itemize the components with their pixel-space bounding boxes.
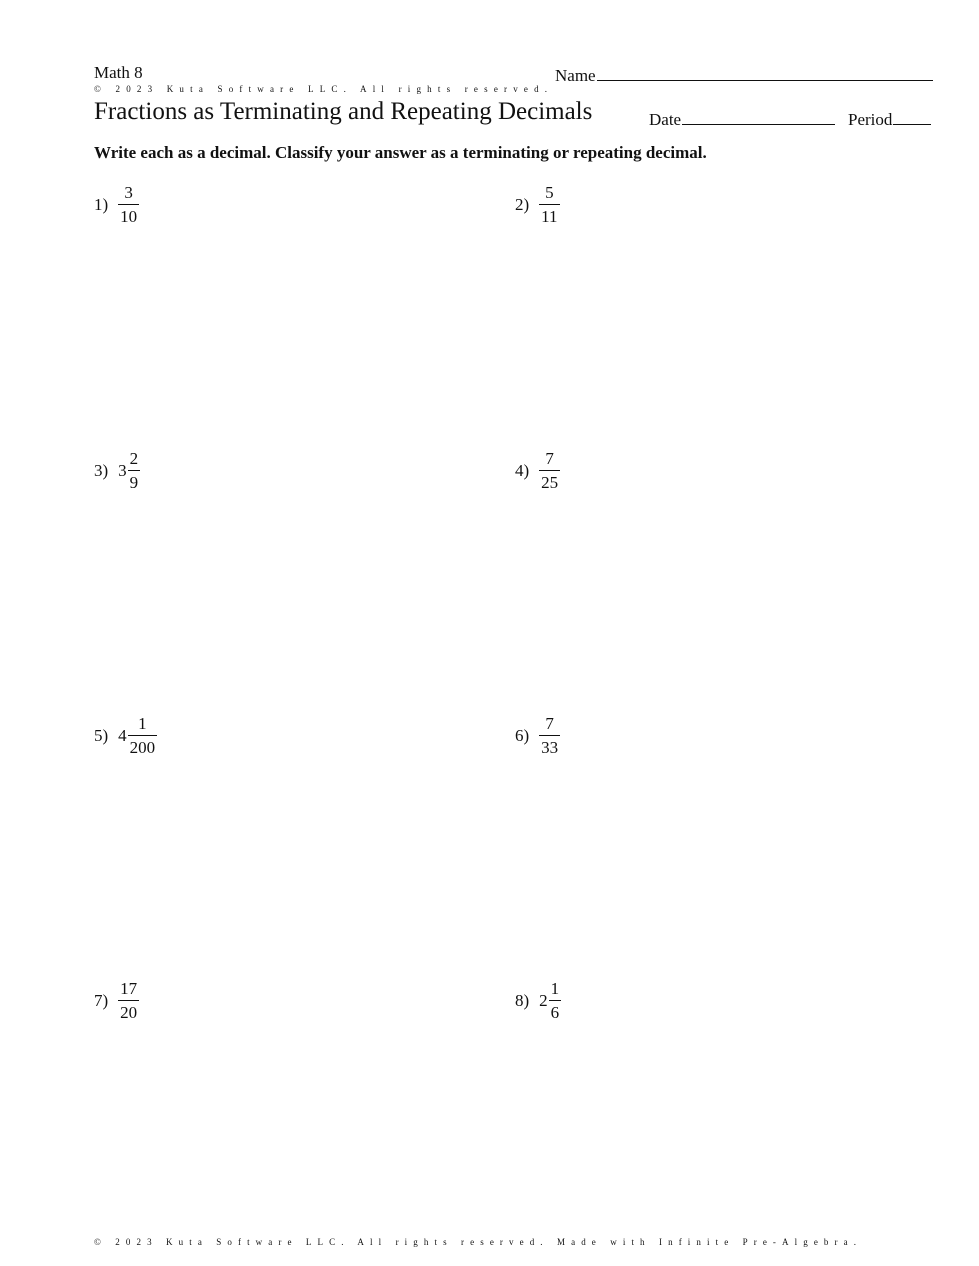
numerator: 17 — [120, 979, 138, 998]
period-blank-line[interactable] — [893, 107, 931, 125]
date-field[interactable] — [649, 107, 835, 130]
problem-6 — [515, 714, 560, 757]
course-name: Math 8 — [94, 63, 143, 82]
problem-8 — [515, 979, 561, 1022]
whole-number: 2 — [539, 990, 548, 1010]
problem-number: 2) — [515, 194, 530, 214]
whole-number: 4 — [118, 725, 127, 745]
numerator: 7 — [545, 714, 554, 733]
numerator: 2 — [129, 449, 139, 468]
problem-7 — [94, 979, 139, 1022]
denominator: 200 — [128, 735, 158, 757]
fraction — [118, 979, 139, 1022]
numerator: 3 — [124, 183, 133, 202]
denominator: 11 — [539, 204, 559, 226]
fraction — [118, 183, 139, 226]
instructions: Write each as a decimal. Classify your answer as a terminating or repeating decimal. — [94, 143, 707, 162]
numerator: 1 — [138, 714, 147, 733]
fraction — [539, 183, 559, 226]
denominator: 9 — [128, 470, 141, 492]
problem-1 — [94, 183, 139, 226]
name-field[interactable] — [555, 63, 933, 86]
fraction — [539, 714, 560, 757]
problem-2 — [515, 183, 560, 226]
footer-copyright: © 2023 Kuta Software LLC. All rights reserved. Made with Infinite Pre-Algebra. — [94, 1237, 863, 1247]
copyright-notice: © 2023 Kuta Software LLC. All rights reserved. — [94, 84, 554, 94]
denominator: 6 — [549, 1000, 562, 1022]
problem-number: 4) — [515, 460, 530, 480]
whole-number: 3 — [118, 460, 127, 480]
period-label: Period — [848, 110, 893, 129]
numerator: 5 — [545, 183, 554, 202]
fraction — [128, 714, 158, 757]
fraction — [549, 979, 562, 1022]
date-label: Date — [649, 110, 682, 129]
problem-5 — [94, 714, 157, 757]
problem-number: 1) — [94, 194, 109, 214]
denominator: 33 — [539, 735, 560, 757]
numerator: 7 — [545, 449, 554, 468]
problem-3 — [94, 449, 140, 492]
denominator: 10 — [118, 204, 139, 226]
fraction — [128, 449, 141, 492]
problem-4 — [515, 449, 560, 492]
problem-number: 5) — [94, 725, 109, 745]
numerator: 1 — [550, 979, 560, 998]
denominator: 20 — [118, 1000, 139, 1022]
period-field[interactable] — [848, 107, 931, 130]
denominator: 25 — [539, 470, 560, 492]
fraction — [539, 449, 560, 492]
name-label: Name — [555, 66, 596, 85]
problem-number: 7) — [94, 990, 109, 1010]
problem-number: 6) — [515, 725, 530, 745]
date-blank-line[interactable] — [682, 107, 835, 125]
problem-number: 3) — [94, 460, 109, 480]
problem-number: 8) — [515, 990, 530, 1010]
worksheet-title: Fractions as Terminating and Repeating Decimals — [94, 98, 593, 125]
name-blank-line[interactable] — [597, 63, 933, 81]
